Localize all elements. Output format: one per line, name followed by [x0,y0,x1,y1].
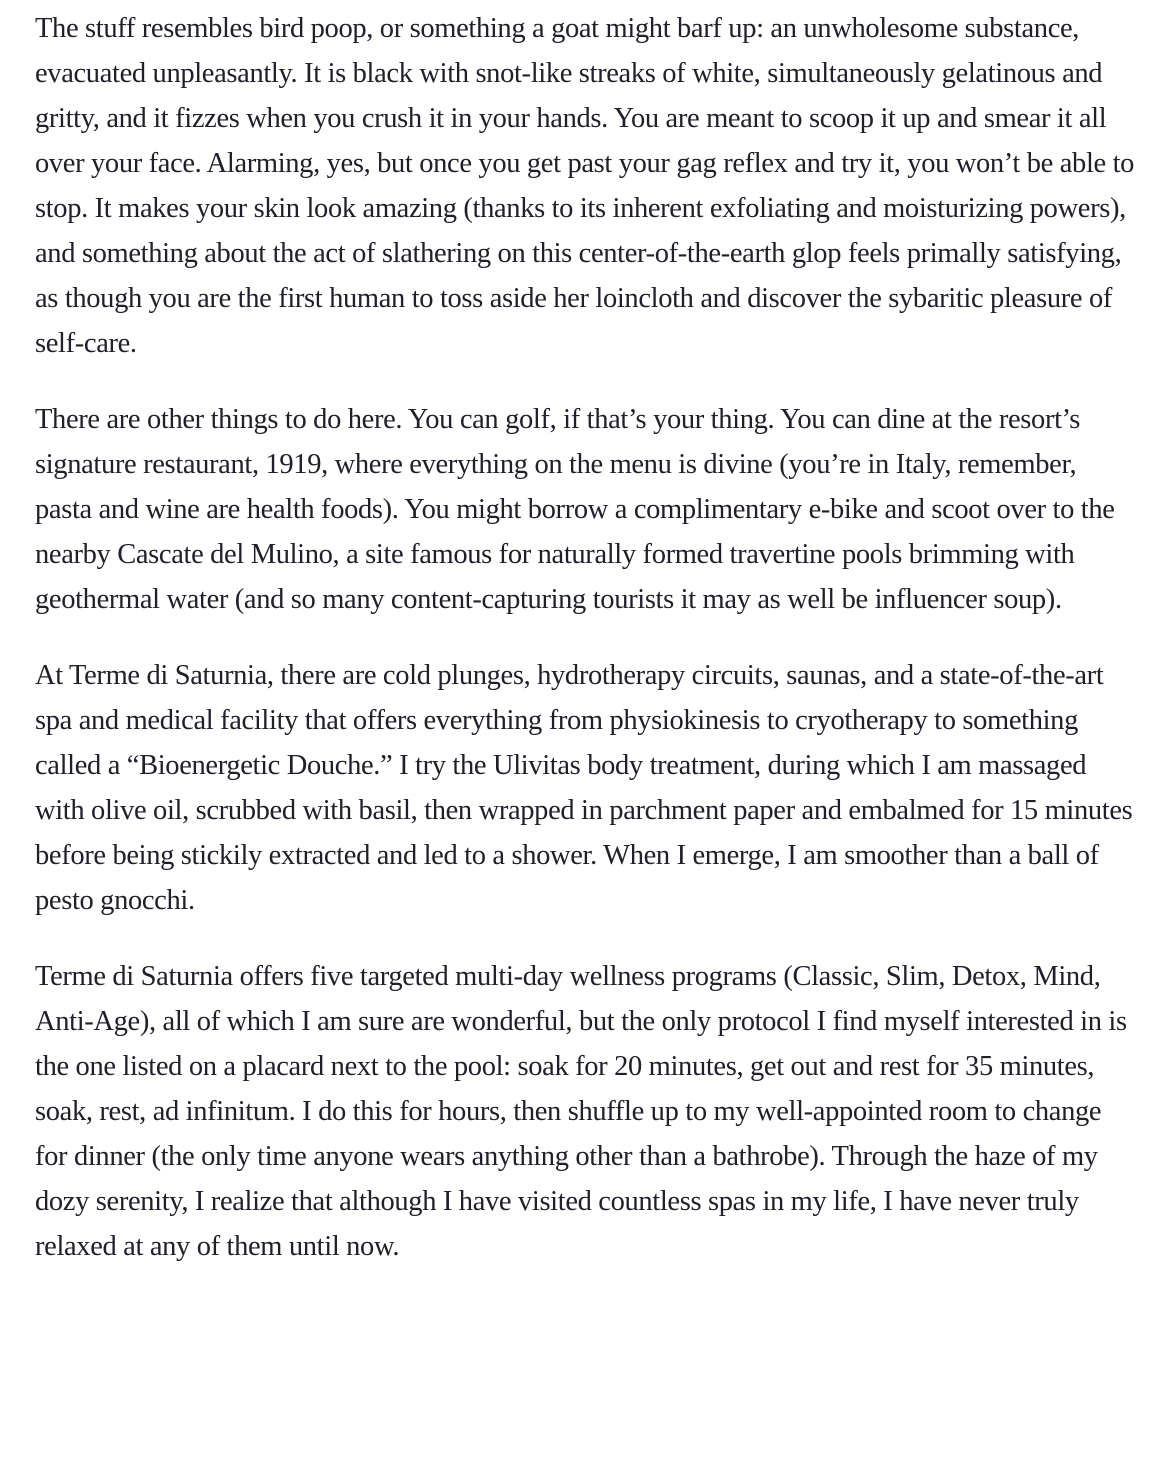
article-body [35,6,1135,1300]
paragraph-mud-description: The stuff resembles bird poop, or something a goat might barf up: an unwholesome substance, evacuated unpleasantly. It is black with snot-like streaks of white, simultaneously gelatinous and gritty, and it fizzes when you crush it in your hands. You are meant to scoop it up and smear it all over your face. Alarming, yes, but once you get past your gag reflex and try it, you won’t be able to stop. It makes your skin look amazing (thanks to its inherent exfoliating and moisturizing powers), and something about the act of slathering on this center-of-the-earth glop feels primally satisfying, as though you are the first human to toss aside her loincloth and discover the sybaritic pleasure of self-care. [35,13,1135,359]
paragraph-other-activities: There are other things to do here. You can golf, if that’s your thing. You can dine at the resort’s signature restaurant, 1919, where everything on the menu is divine (you’re in Italy, remember, pasta and wine are health foods). You might borrow a complimentary e-bike and scoot over to the nearby Cascate del Mulino, a site famous for naturally formed travertine pools brimming with geothermal water (and so many content-capturing tourists it may as well be influencer soup). [35,404,1115,615]
paragraph-wellness-programs: Terme di Saturnia offers five targeted multi-day wellness programs (Classic, Slim, Detox, Mind, Anti-Age), all of which I am sure are wonderful, but the only protocol I find myself interested in is the one listed on a placard next to the pool: soak for 20 minutes, get out and rest for 35 minutes, soak, rest, ad infinitum. I do this for hours, then shuffle up to my well-appointed room to change for dinner (the only time anyone wears anything other than a bathrobe). Through the haze of my dozy serenity, I realize that although I have visited countless spas in my life, I have never truly relaxed at any of them until now. [35,961,1127,1262]
paragraph-spa-facilities: At Terme di Saturnia, there are cold plunges, hydrotherapy circuits, saunas, and a state-of-the-art spa and medical facility that offers everything from physiokinesis to cryotherapy to something called a “Bioenergetic Douche.” I try the Ulivitas body treatment, during which I am massaged with olive oil, scrubbed with basil, then wrapped in parchment paper and embalmed for 15 minutes before being stickily extracted and led to a shower. When I emerge, I am smoother than a ball of pesto gnocchi. [35,660,1133,916]
